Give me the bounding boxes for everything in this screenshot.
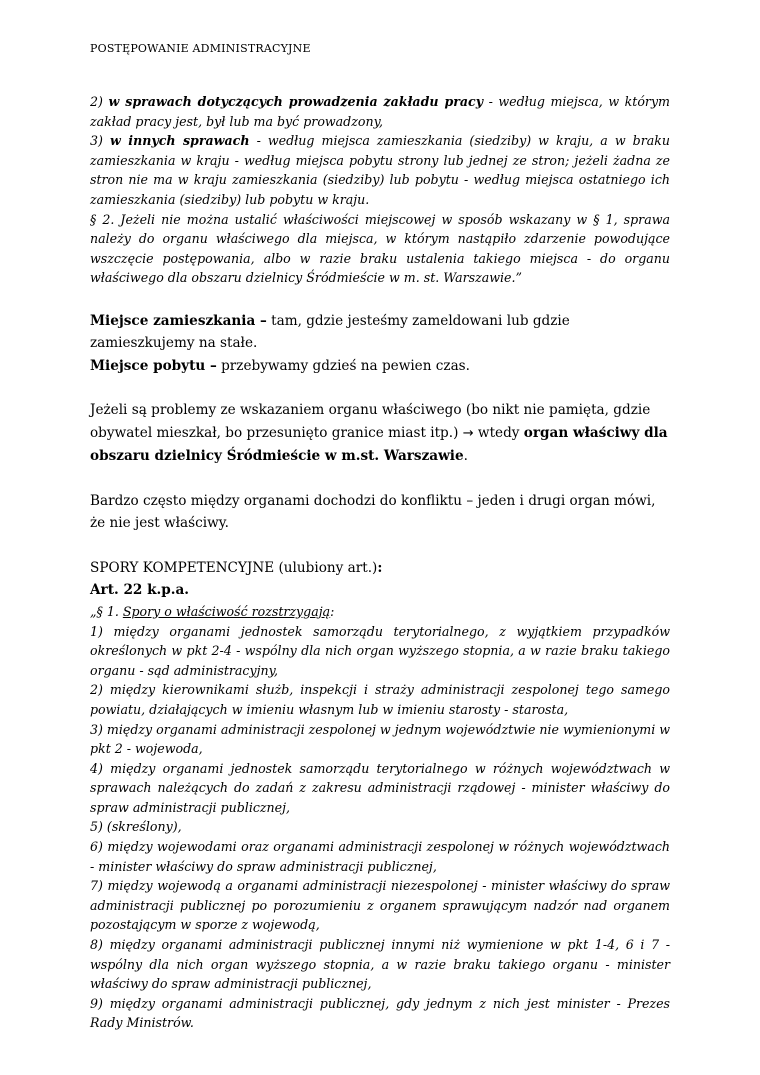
conflict-paragraph: Bardzo często między organami dochodzi do konfliktu – jeden i drugi organ mówi, że nie jest właściwy. xyxy=(90,492,656,532)
list-item: 3) między organami administracji zespolonej w jednym województwie nie wymienionymi w pkt 2 - wojewoda, xyxy=(90,721,671,757)
list-item: 4) między organami jednostek samorządu terytorialnego w różnych województwach w sprawach należących do zadań z zakresu administracji rządowej - minister właściwy do spraw administracji publicznej, xyxy=(90,760,670,815)
problem-then: wtedy xyxy=(473,424,524,441)
quote-item-3 xyxy=(90,131,670,209)
definition-residence xyxy=(90,310,670,355)
item-number: 3) xyxy=(90,133,110,149)
article-title-text: Art. 22 k.p.a. xyxy=(90,582,190,599)
definition-term: Miejsce pobytu – xyxy=(90,357,217,374)
page-content xyxy=(90,92,670,1033)
item-bold-phrase: w sprawach dotyczących prowadzenia zakładu pracy xyxy=(108,94,484,109)
intro-prefix: „§ 1. xyxy=(90,603,123,619)
list-item: 5) (skreślony), xyxy=(90,819,182,835)
item-text: - według miejsca, w którym zakład pracy jest, był lub ma być prowadzony, xyxy=(90,94,671,129)
list-item: 2) między kierownikami służb, inspekcji i straży administracji zespolonej tego samego powiatu, działających w imieniu własnym lub w imieniu starosty - starosta, xyxy=(90,682,670,717)
article-intro xyxy=(90,602,670,622)
intro-underlined: Spory o właściwość rozstrzygają xyxy=(122,603,331,619)
item-bold-phrase: w innych sprawach xyxy=(110,133,250,149)
problem-paragraph xyxy=(90,399,670,468)
section-heading-colon: : xyxy=(377,559,383,576)
problem-end: . xyxy=(463,448,468,465)
section-heading-note: (ulubiony art.) xyxy=(274,559,378,576)
quote-paragraph-2: § 2. Jeżeli nie można ustalić właściwości miejscowej w sposób wskazany w § 1, sprawa należy do organu właściwego dla miejsca, w którym nastąpiło zdarzenie powodujące wszczęcie postępowania, albo w razie braku ustalenia takiego miejsca - do organu właściwego dla obszaru dzielnicy Śródmieście w m. st. Warszawie.” xyxy=(90,211,670,286)
item-text: - według miejsca zamieszkania (siedziby) w kraju, a w braku zamieszkania w kraju - według miejsca pobytu strony lub jednej ze stron; jeżeli żadna ze stron nie ma w kraju zamieszkania (siedziby) lub pobytu - według miejsca ostatniego ich zamieszkania (siedziby) lub pobytu w kraju. xyxy=(90,133,671,207)
list-item: 6) między wojewodami oraz organami administracji zespolonej w różnych województwach - minister właściwy do spraw administracji publicznej, xyxy=(90,839,670,874)
quote-item-2 xyxy=(90,92,670,131)
problem-text: Jeżeli są problemy ze wskazaniem organu właściwego (bo nikt nie pamięta, gdzie obywatel mieszkał, bo przesunięto granice miast itp.) xyxy=(90,402,651,441)
article-title xyxy=(90,579,670,602)
definition-text: przebywamy gdzieś na pewien czas. xyxy=(216,357,470,374)
definition-stay xyxy=(90,355,670,378)
arrow-right-icon: → xyxy=(462,425,474,441)
problem-bold: organ właściwy dla obszaru dzielnicy Śródmieście w m.st. Warszawie xyxy=(90,424,668,465)
section-heading-title: SPORY KOMPETENCYJNE xyxy=(90,559,275,576)
definition-term: Miejsce zamieszkania – xyxy=(90,312,267,329)
definition-text: tam, gdzie jesteśmy zameldowani lub gdzie zamieszkujemy na stałe. xyxy=(90,312,570,352)
list-item: 7) między wojewodą a organami administracji niezespolonej - minister właściwy do spraw administracji publicznej po porozumieniu z organem sprawującym nadzór nad organem pozostającym w sporze z wojewodą, xyxy=(90,878,670,933)
list-item: 8) między organami administracji publicznej innymi niż wymienione w pkt 1-4, 6 i 7 - wspólny dla nich organ wyższego stopnia, a w razie braku takiego organu - minister właściwy do spraw administracji publicznej, xyxy=(90,937,670,992)
list-item: 1) między organami jednostek samorządu terytorialnego, z wyjątkiem przypadków określonych w pkt 2-4 - wspólny dla nich organ wyższego stopnia, a w razie braku takiego organu - sąd administracyjny, xyxy=(90,623,670,678)
intro-colon: : xyxy=(330,603,335,619)
item-number: 2) xyxy=(90,94,109,109)
section-heading xyxy=(90,557,670,580)
running-header: POSTĘPOWANIE ADMINISTRACYJNE xyxy=(90,42,311,55)
list-item: 9) między organami administracji publicznej, gdy jednym z nich jest minister - Prezes Rady Ministrów. xyxy=(90,995,670,1031)
